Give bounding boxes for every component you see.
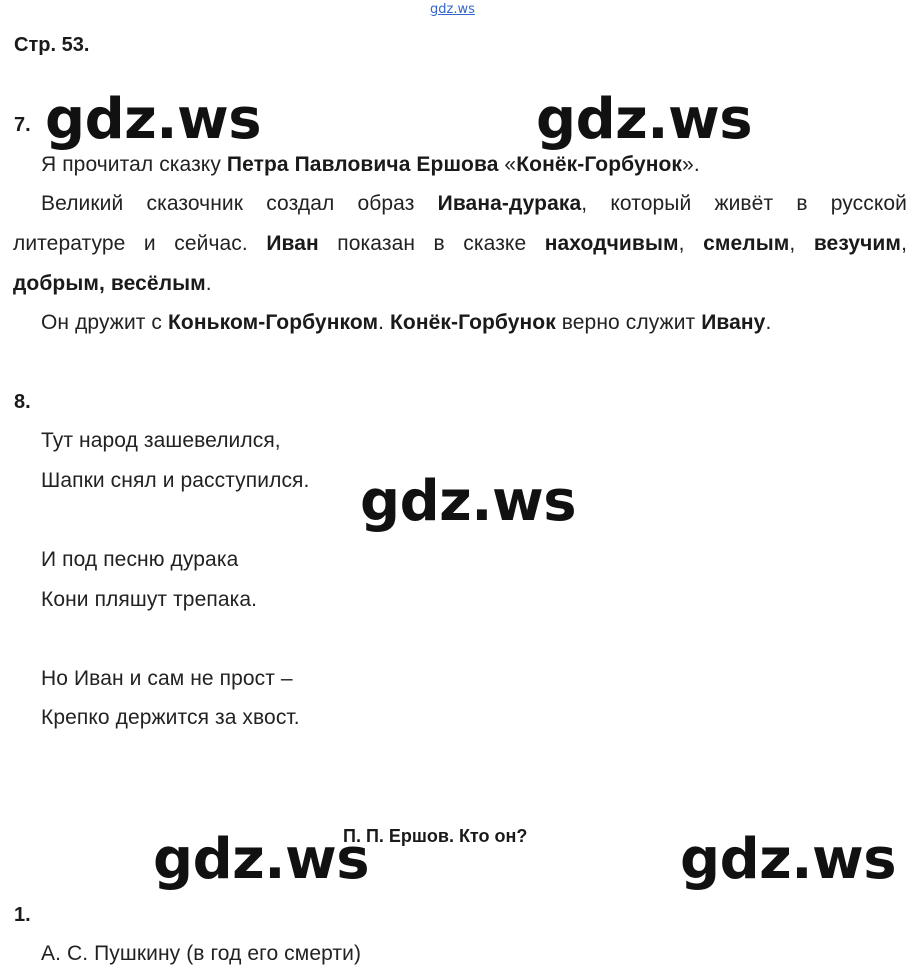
poem-line: Крепко держится за хвост.: [41, 706, 300, 729]
paragraph-line: литературе и сейчас. Иван показан в сказке находчивым, смелым, везучим,: [13, 232, 907, 255]
section-title: П. П. Ершов. Кто он?: [343, 826, 528, 846]
task-number: 7.: [14, 114, 31, 136]
paragraph-line: Я прочитал сказку Петра Павловича Ершова «Конёк-Горбунок».: [41, 153, 700, 176]
watermark: gdz.ws: [153, 827, 370, 892]
watermark: gdz.ws: [360, 469, 577, 534]
poem-line: Шапки снял и расступился.: [41, 469, 310, 492]
task-number: 8.: [14, 391, 31, 413]
paragraph-line: добрым, весёлым.: [13, 272, 212, 295]
poem-line: Кони пляшут трепака.: [41, 588, 258, 611]
page-reference: Стр. 53.: [14, 34, 90, 56]
answer-line: А. С. Пушкину (в год его смерти): [41, 942, 362, 965]
poem-line: И под песню дурака: [41, 548, 239, 571]
site-link[interactable]: gdz.ws: [430, 2, 475, 17]
poem-line: Тут народ зашевелился,: [41, 429, 281, 452]
watermark: gdz.ws: [680, 827, 897, 892]
watermark: gdz.ws: [45, 87, 262, 152]
task-number: 1.: [14, 904, 31, 926]
poem-line: Но Иван и сам не прост –: [41, 667, 293, 690]
paragraph-line: Великий сказочник создал образ Ивана-дурака, который живёт в русской: [41, 192, 907, 215]
paragraph-line: Он дружит с Коньком-Горбунком. Конёк-Горбунок верно служит Ивану.: [41, 311, 772, 334]
watermark: gdz.ws: [536, 87, 753, 152]
